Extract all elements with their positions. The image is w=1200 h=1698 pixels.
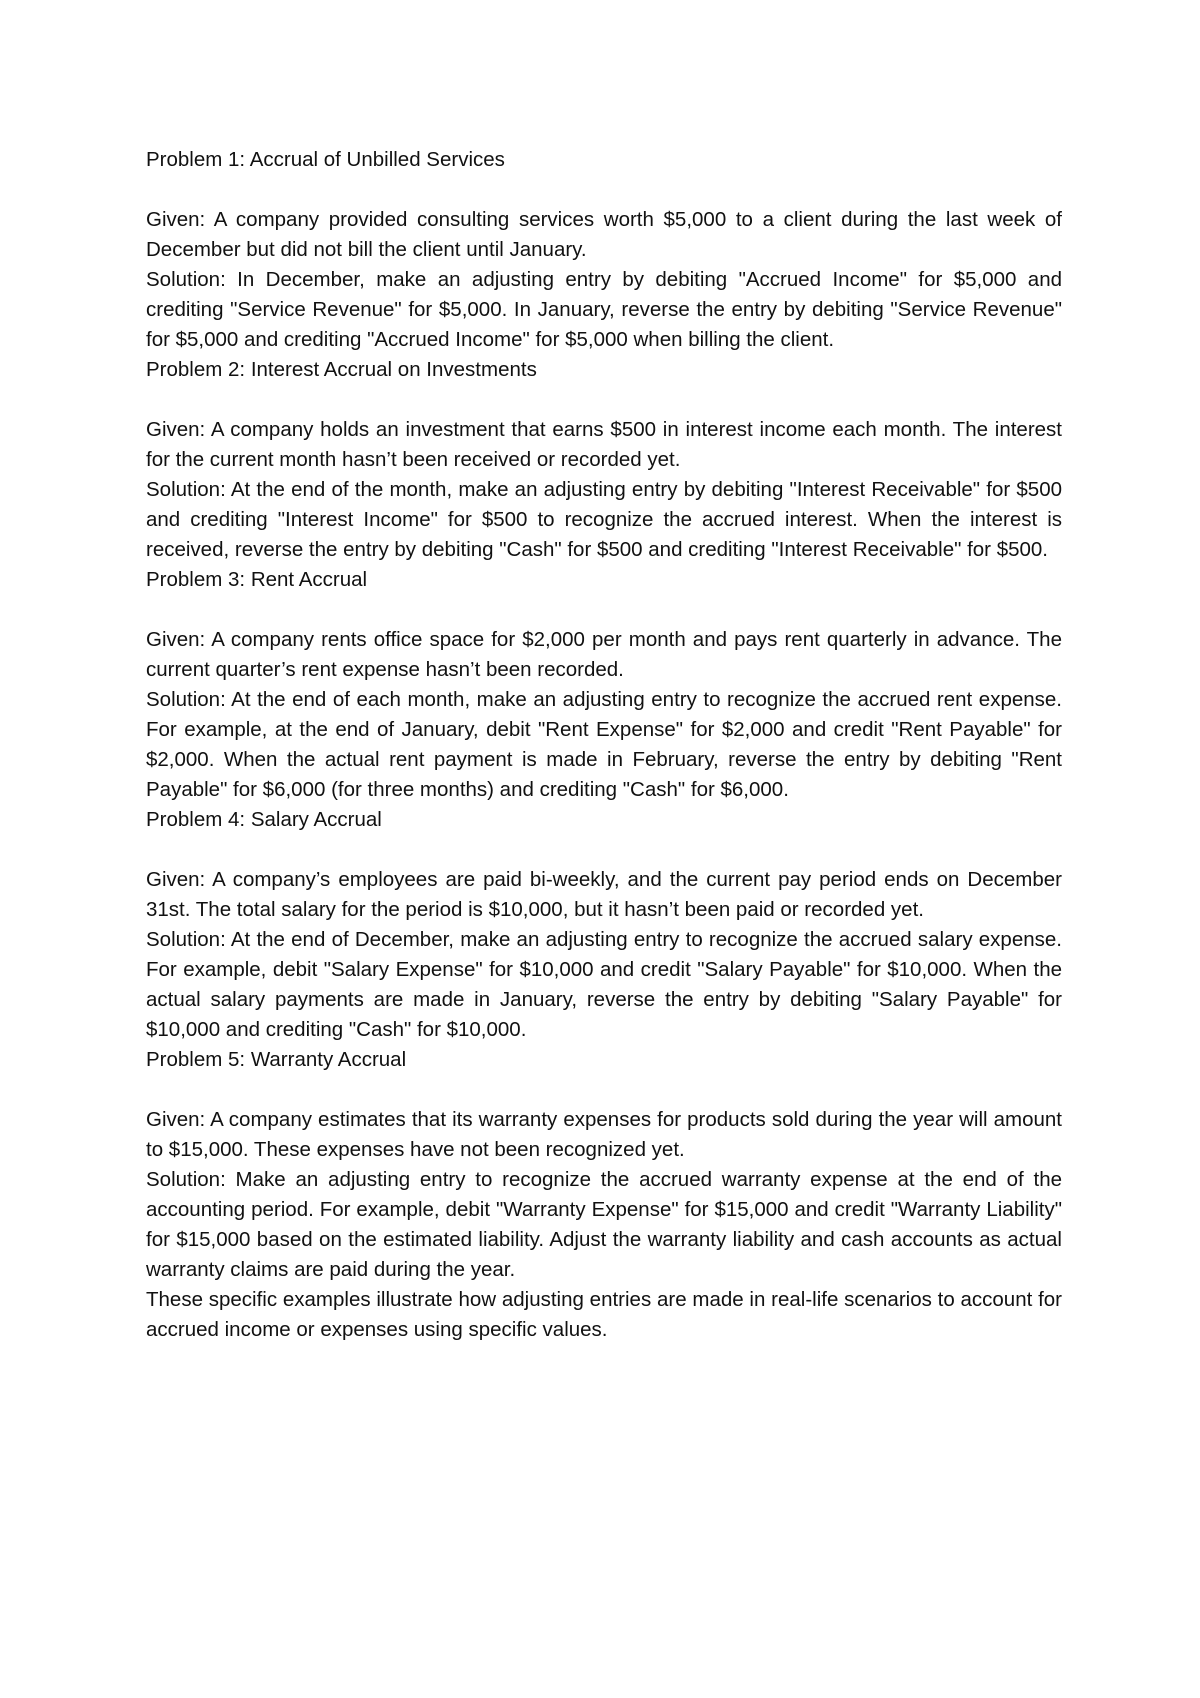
document-page: [146, 145, 1062, 1345]
problem-title: Problem 2: Interest Accrual on Investments: [146, 358, 537, 381]
solution-paragraph: Solution: In December, make an adjusting entry by debiting "Accrued Income" for $5,000 and crediting "Service Revenue" for $5,000. In January, reverse the entry by debiting "Service Revenue" for $5,000 and crediting "Accrued Income" for $5,000 when billing the client.: [146, 268, 1062, 351]
spacer: [146, 1075, 1062, 1105]
problem-3: [146, 565, 1062, 805]
spacer: [146, 175, 1062, 205]
problem-title: Problem 3: Rent Accrual: [146, 568, 368, 591]
spacer: [146, 595, 1062, 625]
solution-paragraph: Solution: At the end of December, make an adjusting entry to recognize the accrued salary expense. For example, debit "Salary Expense" for $10,000 and credit "Salary Payable" for $10,000. When the actual salary payments are made in January, reverse the entry by debiting "Salary Payable" for $10,000 and crediting "Cash" for $10,000.: [146, 928, 1062, 1041]
problem-2: [146, 355, 1062, 565]
problem-1: [146, 145, 1062, 355]
solution-paragraph: Solution: At the end of each month, make an adjusting entry to recognize the accrued rent expense. For example, at the end of January, debit "Rent Expense" for $2,000 and credit "Rent Payable" for $2,000. When the actual rent payment is made in February, reverse the entry by debiting "Rent Payable" for $6,000 (for three months) and crediting "Cash" for $6,000.: [146, 688, 1062, 801]
problem-title: Problem 1: Accrual of Unbilled Services: [146, 148, 505, 171]
conclusion-paragraph: These specific examples illustrate how adjusting entries are made in real-life scenarios to account for accrued income or expenses using specific values.: [146, 1288, 1062, 1341]
problem-title: Problem 4: Salary Accrual: [146, 808, 382, 831]
given-paragraph: Given: A company’s employees are paid bi-weekly, and the current pay period ends on December 31st. The total salary for the period is $10,000, but it hasn’t been paid or recorded yet.: [146, 868, 1062, 921]
given-paragraph: Given: A company estimates that its warranty expenses for products sold during the year will amount to $15,000. These expenses have not been recognized yet.: [146, 1108, 1062, 1161]
given-paragraph: Given: A company rents office space for $2,000 per month and pays rent quarterly in advance. The current quarter’s rent expense hasn’t been recorded.: [146, 628, 1062, 681]
spacer: [146, 835, 1062, 865]
solution-paragraph: Solution: Make an adjusting entry to recognize the accrued warranty expense at the end of the accounting period. For example, debit "Warranty Expense" for $15,000 and credit "Warranty Liability" for $15,000 based on the estimated liability. Adjust the warranty liability and cash accounts as actual warranty claims are paid during the year.: [146, 1168, 1062, 1281]
given-paragraph: Given: A company holds an investment that earns $500 in interest income each month. The interest for the current month hasn’t been received or recorded yet.: [146, 418, 1062, 471]
solution-paragraph: Solution: At the end of the month, make an adjusting entry by debiting "Interest Receivable" for $500 and crediting "Interest Income" for $500 to recognize the accrued interest. When the interest is received, reverse the entry by debiting "Cash" for $500 and crediting "Interest Receivable" for $500.: [146, 478, 1062, 561]
given-paragraph: Given: A company provided consulting services worth $5,000 to a client during the last week of December but did not bill the client until January.: [146, 208, 1062, 261]
problem-5: [146, 1045, 1062, 1285]
problem-title: Problem 5: Warranty Accrual: [146, 1048, 407, 1071]
problem-4: [146, 805, 1062, 1045]
spacer: [146, 385, 1062, 415]
